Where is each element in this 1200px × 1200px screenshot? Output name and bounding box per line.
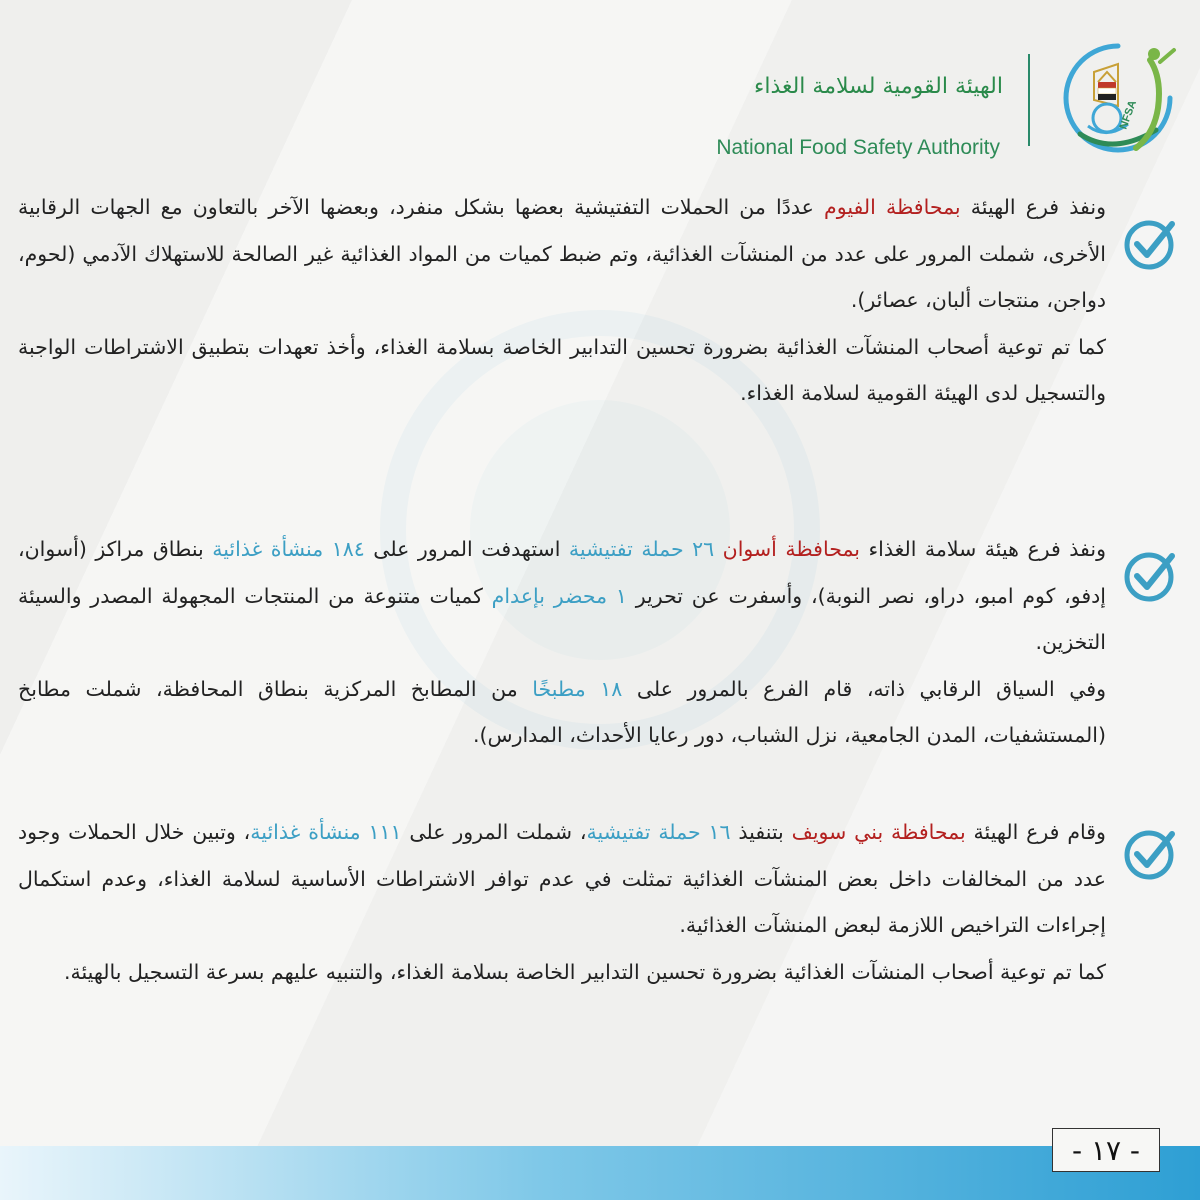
page-number: - ١٧ - bbox=[1052, 1128, 1160, 1172]
governorate-highlight: بمحافظة بني سويف bbox=[791, 820, 966, 844]
section-paragraph: وقام فرع الهيئة بمحافظة بني سويف بتنفيذ ١٦ حملة تفتيشية، شملت المرور على ١١١ منشأة غذائية، وتبين خلال الحملات وجود عدد من المخالفات داخل بعض المنشآت الغذائية تمثلت في عدم توافر الاشتراطات الأساسية لسلامة الغذاء، وعدم استكمال إجراءات التراخيص اللازمة لبعض المنشآت الغذائية. bbox=[18, 820, 1106, 937]
header-logo bbox=[708, 38, 1178, 158]
section-fayoum bbox=[18, 184, 1106, 417]
nfsa-emblem-icon bbox=[1058, 38, 1178, 158]
org-name-english: National Food Safety Authority bbox=[716, 136, 1000, 159]
governorate-highlight: بمحافظة أسوان bbox=[722, 537, 861, 561]
figure-highlight: ٢٦ حملة تفتيشية bbox=[568, 537, 715, 561]
figure-highlight: ١٦ حملة تفتيشية bbox=[586, 820, 731, 844]
section-paragraph: كما تم توعية أصحاب المنشآت الغذائية بضرورة تحسين التدابير الخاصة بسلامة الغذاء، والتنبيه عليهم بسرعة التسجيل بالهيئة. bbox=[63, 959, 1106, 984]
figure-highlight: ١٨ مطبخًا bbox=[532, 676, 623, 701]
check-circle-icon bbox=[1122, 214, 1180, 272]
figure-highlight: ١٨٤ منشأة غذائية bbox=[212, 537, 365, 561]
section-beni-suef bbox=[18, 809, 1106, 995]
emblem-text: NFSA bbox=[1117, 98, 1140, 132]
org-name-arabic: الهيئة القومية لسلامة الغذاء bbox=[753, 74, 1003, 99]
figure-highlight: ١ محضر بإعدام bbox=[491, 583, 627, 608]
section-paragraph: ونفذ فرع هيئة سلامة الغذاء بمحافظة أسوان ٢٦ حملة تفتيشية استهدفت المرور على ١٨٤ منشأة غذائية بنطاق مراكز (أسوان، إدفو، كوم امبو، دراو، نصر النوبة)، وأسفرت عن تحرير ١ محضر بإعدام كميات متنوعة من المنتجات المجهولة المصدر والسيئة التخزين. bbox=[18, 537, 1107, 654]
footer-bar bbox=[0, 1146, 1200, 1200]
governorate-highlight: بمحافظة الفيوم bbox=[824, 195, 961, 219]
figure-highlight: ١١١ منشأة غذائية bbox=[250, 820, 402, 844]
section-paragraph: ونفذ فرع الهيئة بمحافظة الفيوم عددًا من الحملات التفتيشية بعضها بشكل منفرد، وبعضها الآخر بالتعاون مع الجهات الرقابية الأخرى، شملت المرور على عدد من المنشآت الغذائية، وتم ضبط كميات من المواد الغذائية غير الصالحة للاستهلاك الآدمي (لحوم، دواجن، منتجات ألبان، عصائر). bbox=[18, 195, 1106, 312]
check-circle-icon bbox=[1122, 546, 1180, 604]
logo-divider bbox=[1028, 54, 1030, 146]
section-aswan bbox=[18, 526, 1106, 759]
section-paragraph: وفي السياق الرقابي ذاته، قام الفرع بالمرور على ١٨ مطبخًا من المطابخ المركزية بنطاق المحافظة، شملت مطابخ (المستشفيات، المدن الجامعية، نزل الشباب، دور رعايا الأحداث، المدارس). bbox=[18, 676, 1106, 747]
check-circle-icon bbox=[1122, 824, 1180, 882]
section-paragraph: كما تم توعية أصحاب المنشآت الغذائية بضرورة تحسين التدابير الخاصة بسلامة الغذاء، وأخذ تعهدات بتطبيق الاشتراطات الواجبة والتسجيل لدى الهيئة القومية لسلامة الغذاء. bbox=[18, 334, 1106, 405]
